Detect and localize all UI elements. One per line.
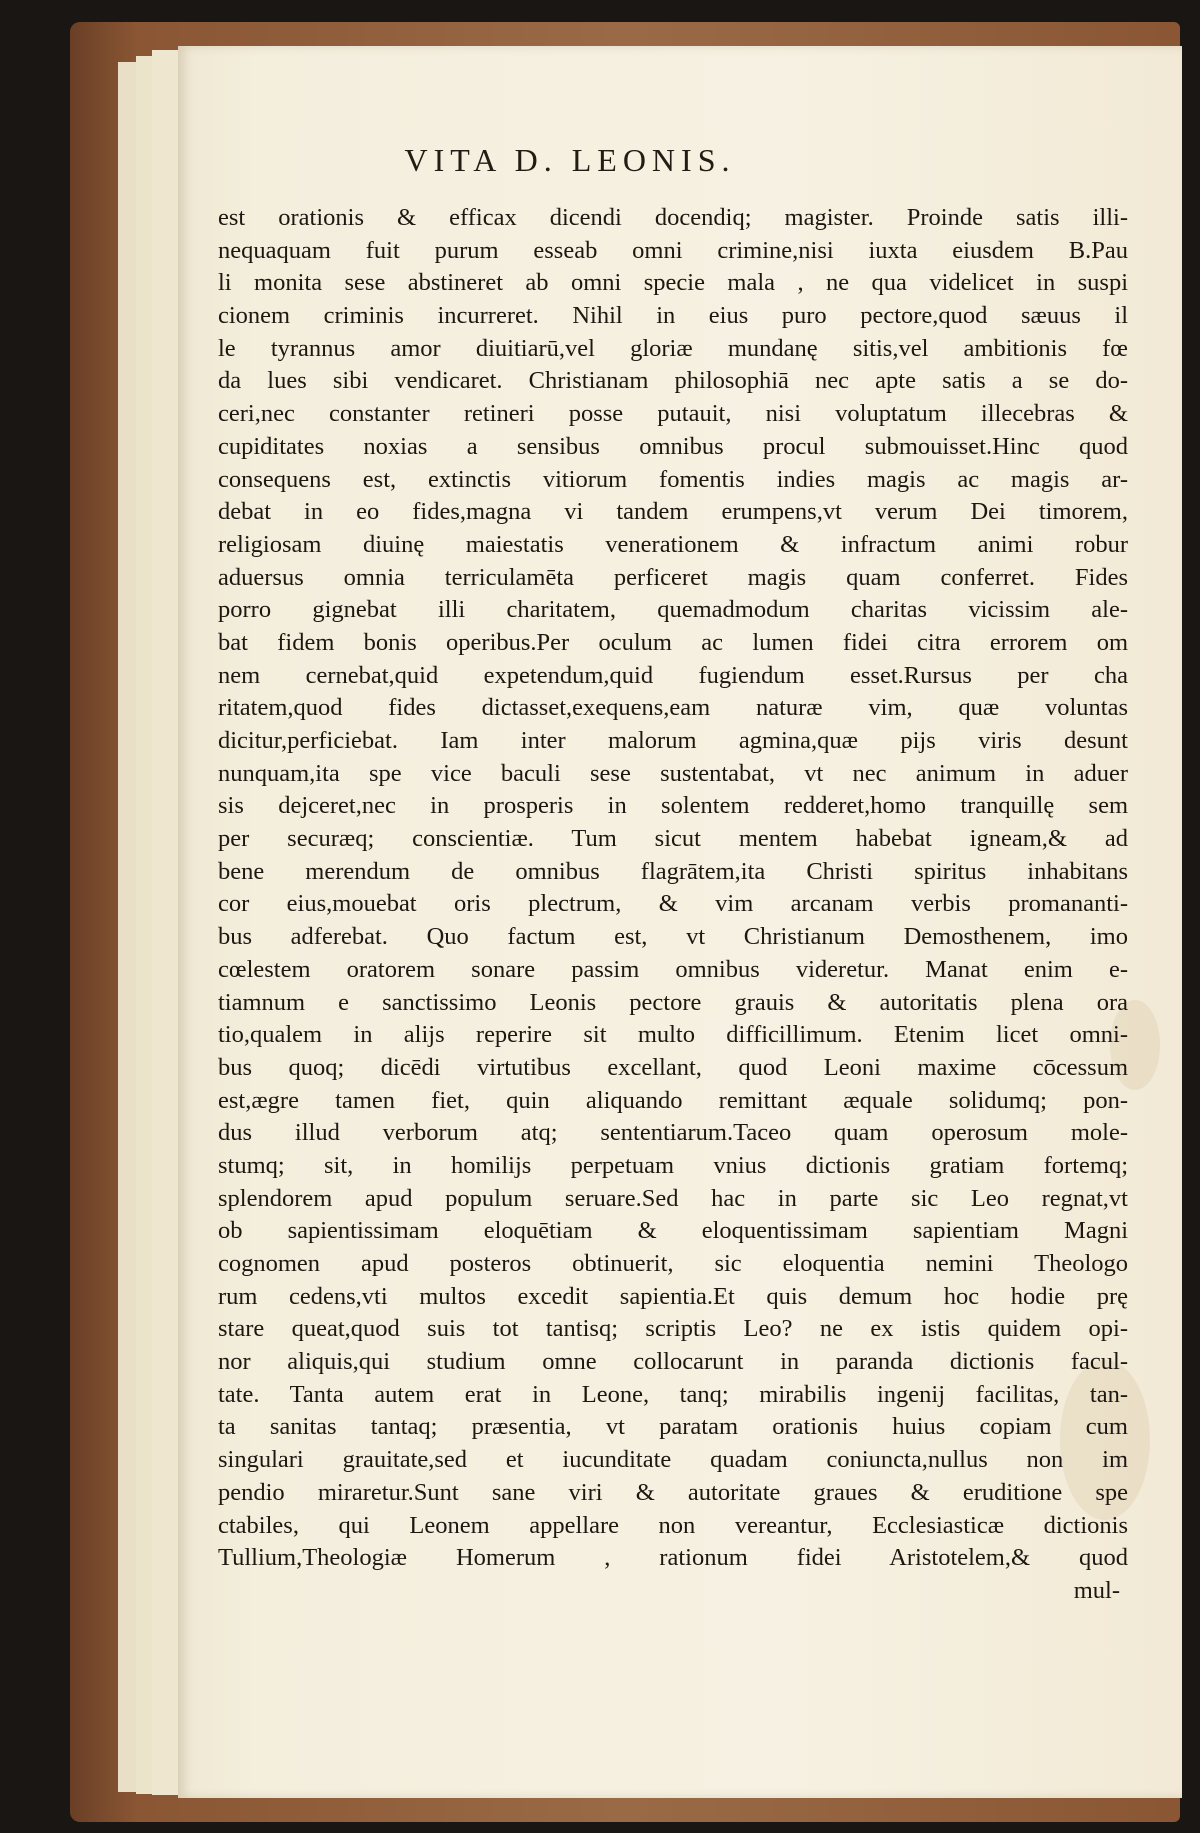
text-line: rum cedens,vti multos excedit sapientia.Et quis demum hoc hodie prę	[218, 1282, 1128, 1310]
text-line: sis dejceret,nec in prosperis in solentem redderet,homo tranquillę sem	[218, 792, 1128, 820]
text-line: ob sapientissimam eloquētiam & eloquentissimam sapientiam Magni	[218, 1217, 1128, 1245]
text-line: singulari grauitate,sed et iucunditate quadam coniuncta,nullus non im	[218, 1446, 1128, 1474]
text-line: nor aliquis,qui studium omne collocarunt in paranda dictionis facul-	[218, 1348, 1128, 1376]
text-line: pendio miraretur.Sunt sane viri & autoritate graues & eruditione spe	[218, 1478, 1128, 1506]
text-line: nunquam,ita spe vice baculi sese sustentabat, vt nec animum in aduer	[218, 759, 1128, 787]
text-line: religiosam diuinę maiestatis venerationem & infractum animi robur	[218, 530, 1128, 558]
text-line: da lues sibi vendicaret. Christianam philosophiā nec apte satis a se do-	[218, 367, 1128, 395]
text-line: ceri,nec constanter retineri posse putauit, nisi voluptatum illecebras &	[218, 400, 1128, 428]
text-line: cor eius,mouebat oris plectrum, & vim arcanam verbis promananti-	[218, 890, 1128, 918]
text-line: est orationis & efficax dicendi docendiq; magister. Proinde satis illi-	[218, 204, 1128, 231]
text-line: nem cernebat,quid expetendum,quid fugiendum esset.Rursus per cha	[218, 661, 1128, 689]
text-line: cupiditates noxias a sensibus omnibus procul submouisset.Hinc quod	[218, 432, 1128, 460]
text-line: debat in eo fides,magna vi tandem erumpens,vt verum Dei timorem,	[218, 498, 1128, 526]
text-line: aduersus omnia terriculamēta perficeret magis quam conferret. Fides	[218, 563, 1128, 591]
text-line: ritatem,quod fides dictasset,exequens,eam naturæ vim, quæ voluntas	[218, 694, 1128, 722]
text-line: ctabiles, qui Leonem appellare non vereantur, Ecclesiasticæ dictionis	[218, 1511, 1128, 1539]
text-line: li monita sese abstineret ab omni specie mala , ne qua videlicet in suspi	[218, 269, 1128, 297]
text-line: tio,qualem in alijs reperire sit multo difficillimum. Etenim licet omni-	[218, 1021, 1128, 1049]
text-line: stare queat,quod suis tot tantisq; scriptis Leo? ne ex istis quidem opi-	[218, 1315, 1128, 1343]
text-line: ta sanitas tantaq; præsentia, vt paratam orationis huius copiam cum	[218, 1413, 1128, 1441]
text-line: bene merendum de omnibus flagrātem,ita Christi spiritus inhabitans	[218, 857, 1128, 885]
text-line: est,ægre tamen fiet, quin aliquando remittant æquale solidumq; pon-	[218, 1086, 1128, 1114]
text-line: bus quoq; dicēdi virtutibus excellant, quod Leoni maxime cōcessum	[218, 1053, 1128, 1081]
text-line: cionem criminis incurreret. Nihil in eius puro pectore,quod sæuus il	[218, 302, 1128, 330]
text-line: nequaquam fuit purum esseab omni crimine,nisi iuxta eiusdem B.Pau	[218, 236, 1128, 264]
text-line: cœlestem oratorem sonare passim omnibus videretur. Manat enim e-	[218, 955, 1128, 983]
text-line: tate. Tanta autem erat in Leone, tanq; mirabilis ingenij facilitas, tan-	[218, 1380, 1128, 1408]
text-line: dicitur,perficiebat. Iam inter malorum agmina,quæ pijs viris desunt	[218, 727, 1128, 754]
text-line: mul-	[1073, 1576, 1120, 1604]
text-line: porro gignebat illi charitatem, quemadmodum charitas vicissim ale-	[218, 596, 1128, 624]
text-line: bus adferebat. Quo factum est, vt Christianum Demosthenem, imo	[218, 923, 1128, 951]
text-line: tiamnum e sanctissimo Leonis pectore grauis & autoritatis plena ora	[218, 988, 1128, 1016]
running-header: VITA D. LEONIS.	[404, 142, 736, 178]
text-line: bat fidem bonis operibus.Per oculum ac lumen fidei citra errorem om	[218, 628, 1128, 656]
text-line: consequens est, extinctis vitiorum fomentis indies magis ac magis ar-	[218, 465, 1128, 493]
text-line: splendorem apud populum seruare.Sed hac in parte sic Leo regnat,vt	[218, 1184, 1128, 1212]
text-line: dus illud verborum atq; sententiarum.Taceo quam operosum mole-	[218, 1119, 1128, 1147]
text-line: le tyrannus amor diuitiarū,vel gloriæ mundanę sitis,vel ambitionis fœ	[218, 334, 1128, 362]
text-line: Tullium,Theologiæ Homerum , rationum fidei Aristotelem,& quod	[218, 1544, 1128, 1572]
text-line: per securæq; conscientiæ. Tum sicut mentem habebat igneam,& ad	[218, 825, 1128, 853]
text-line: cognomen apud posteros obtinuerit, sic eloquentia nemini Theologo	[218, 1250, 1128, 1277]
text-line: stumq; sit, in homilijs perpetuam vnius dictionis gratiam fortemq;	[218, 1151, 1128, 1179]
body-text	[218, 202, 1128, 1608]
